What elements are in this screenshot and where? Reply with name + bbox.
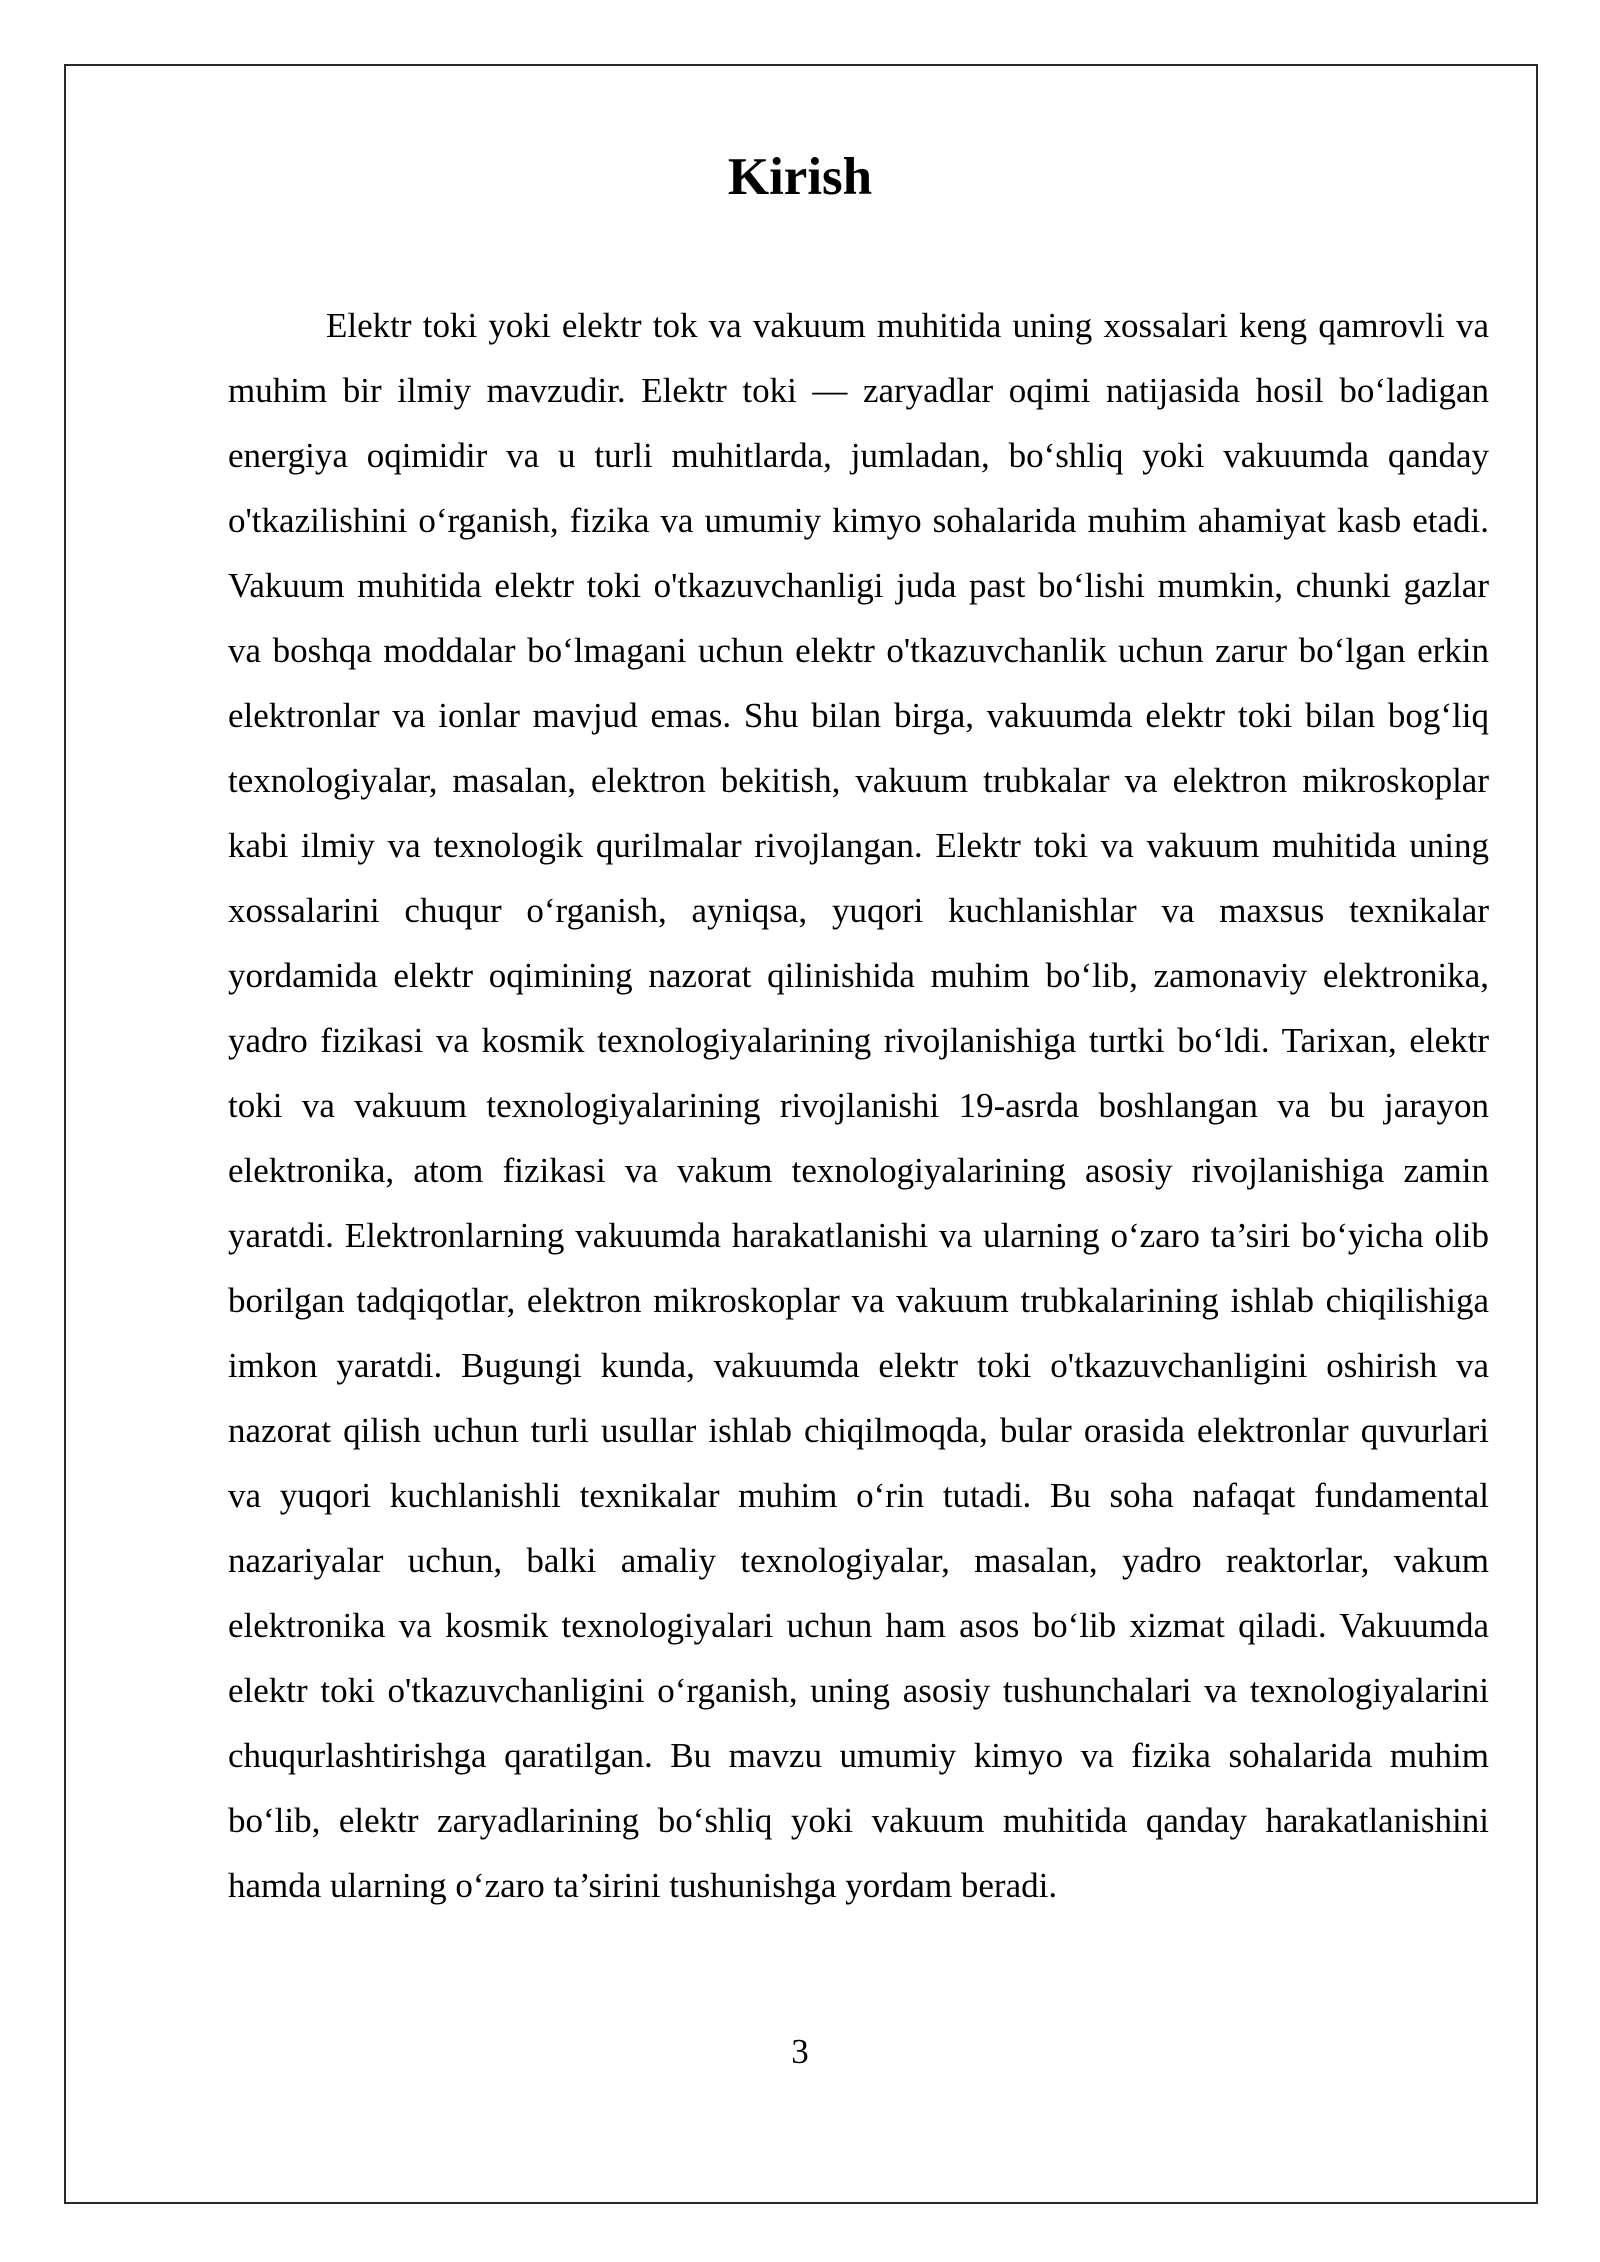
page-title: Kirish [727,148,873,206]
intro-paragraph: Elektr toki yoki elektr tok va vakuum muhitida uning xossalari keng qamrovli va muhim bir ilmiy mavzudir. Elektr toki — zaryadlar oqimi natijasida hosil bo‘ladigan energiya oqimidir va u turli muhitlarda, jumladan, bo‘shliq yoki vakuumda qanday o'tkazilishini o‘rganish, fizika va umumiy kimyo sohalarida muhim ahamiyat kasb etadi. Vakuum muhitida elektr toki o'tkazuvchanligi juda past bo‘lishi mumkin, chunki gazlar va boshqa moddalar bo‘lmagani uchun elektr o'tkazuvchanlik uchun zarur bo‘lgan erkin elektronlar va ionlar mavjud emas. Shu bilan birga, vakuumda elektr toki bilan bog‘liq texnologiyalar, masalan, elektron bekitish, vakuum trubkalar va elektron mikroskoplar kabi ilmiy va texnologik qurilmalar rivojlangan. Elektr toki va vakuum muhitida uning xossalarini chuqur o‘rganish, ayniqsa, yuqori kuchlanishlar va maxsus texnikalar yordamida elektr oqimining nazorat qilinishida muhim bo‘lib, zamonaviy elektronika, yadro fizikasi va kosmik texnologiyalarining rivojlanishiga turtki bo‘ldi. Tarixan, elektr toki va vakuum texnologiyalarining rivojlanishi 19-asrda boshlangan va bu jarayon elektronika, atom fizikasi va vakum texnologiyalarining asosiy rivojlanishiga zamin yaratdi. Elektronlarning vakuumda harakatlanishi va ularning o‘zaro ta’siri bo‘yicha olib borilgan tadqiqotlar, elektron mikroskoplar va vakuum trubkalarining ishlab chiqilishiga imkon yaratdi. Bugungi kunda, vakuumda elektr toki o'tkazuvchanligini oshirish va nazorat qilish uchun turli usullar ishlab chiqilmoqda, bular orasida elektronlar quvurlari va yuqori kuchlanishli texnikalar muhim o‘rin tutadi. Bu soha nafaqat fundamental nazariyalar uchun, balki amaliy texnologiyalar, masalan, yadro reaktorlar, vakum elektronika va kosmik texnologiyalari uchun ham asos bo‘lib xizmat qiladi. Vakuumda elektr toki o'tkazuvchanligini o‘rganish, uning asosiy tushunchalari va texnologiyalarini chuqurlashtirishga qaratilgan. Bu mavzu umumiy kimyo va fizika sohalarida muhim bo‘lib, elektr zaryadlarining bo‘shliq yoki vakuum muhitida qanday harakatlanishini hamda ularning o‘zaro ta’sirini tushunishga yordam beradi. [228,306,1489,1905]
page-number: 3 [791,2032,809,2071]
